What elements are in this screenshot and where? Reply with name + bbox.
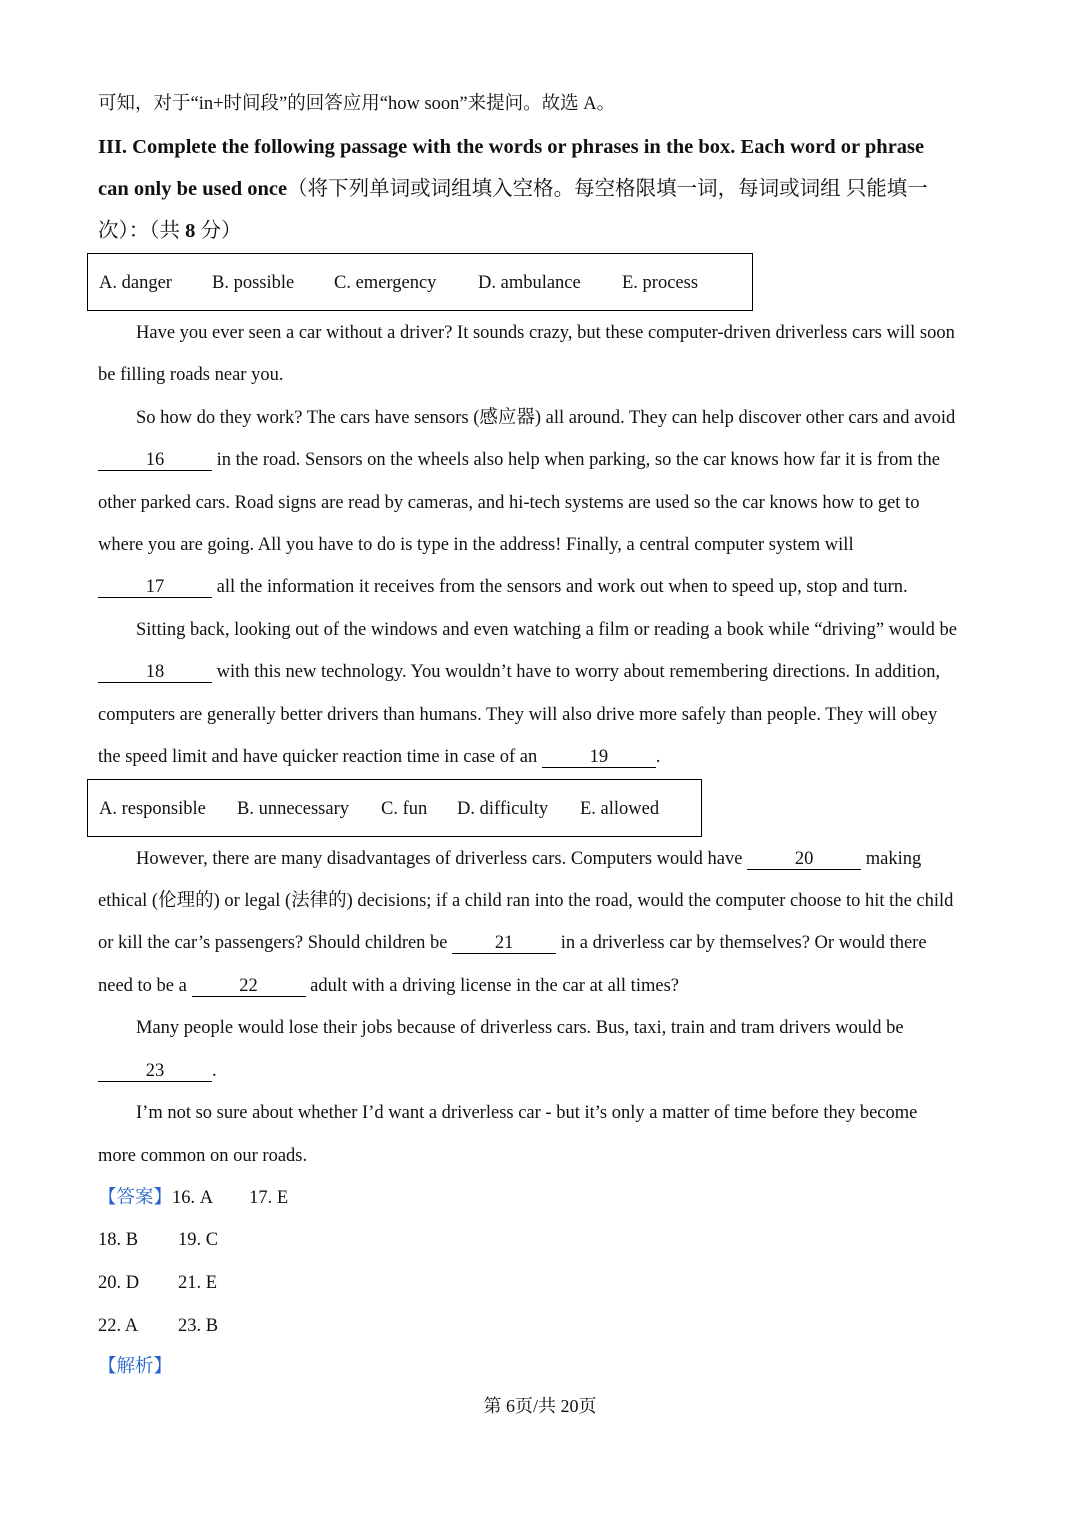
paragraph-2-line-3: other parked cars. Road signs are read by cameras, and hi-tech systems are used so the car knows how to get to xyxy=(98,493,920,513)
option-c: C. emergency xyxy=(334,273,437,293)
intro-line: 可知，对于“in+时间段”的回答应用“how soon”来提问。故选 A。 xyxy=(98,94,616,114)
paragraph-3-line-2: 18 with this new technology. You wouldn’t have to worry about remembering directions. In addition, xyxy=(98,660,940,684)
paragraph-3-line-1: Sitting back, looking out of the windows and even watching a film or reading a book while “driving” would be xyxy=(136,620,958,640)
option-d: D. ambulance xyxy=(478,273,581,293)
paragraph-2-line-5: 17 all the information it receives from the sensors and work out when to speed up, stop and turn. xyxy=(98,575,908,599)
word-box-1 xyxy=(87,253,753,311)
option-c: C. fun xyxy=(381,799,428,819)
paragraph-6-line-1: I’m not so sure about whether I’d want a driverless car - but it’s only a matter of time before they become xyxy=(136,1103,918,1123)
answer-label: 【答案】 xyxy=(98,1188,173,1208)
paragraph-5-line-1: Many people would lose their jobs because of driverless cars. Bus, taxi, train and tram drivers would be xyxy=(136,1018,904,1038)
option-b: B. possible xyxy=(212,273,295,293)
paragraph-4-line-3: or kill the car’s passengers? Should children be 21 in a driverless car by themselves? Or would there xyxy=(98,933,927,953)
blank-19: 19 xyxy=(542,747,656,768)
section-title-line-3: 次）：（共 8 分） xyxy=(98,220,242,242)
score: 8 xyxy=(185,220,196,242)
paragraph-6-line-2: more common on our roads. xyxy=(98,1146,308,1166)
paragraph-3-line-4: the speed limit and have quicker reaction time in case of an 19 . xyxy=(98,747,661,767)
paragraph-2-line-2: 16 in the road. Sensors on the wheels also help when parking, so the car knows how far it is from the xyxy=(98,448,940,472)
section-title-line-2 xyxy=(98,177,928,201)
blank-17: 17 xyxy=(98,577,212,598)
blank-18: 18 xyxy=(98,662,212,683)
option-d: D. difficulty xyxy=(457,799,549,819)
blank-21: 21 xyxy=(452,933,556,954)
answer-row-2: 18. B 19. C xyxy=(98,1230,219,1250)
section-title-instruction: can only be used once xyxy=(98,178,288,200)
blank-22: 22 xyxy=(192,976,306,997)
option-a: A. responsible xyxy=(99,799,206,819)
blank-16: 16 xyxy=(98,450,212,471)
option-a: A. danger xyxy=(99,273,172,293)
paragraph-5-line-2: 23 . xyxy=(98,1059,217,1083)
paragraph-2-line-1: So how do they work? The cars have sensors (感应器) all around. They can help discover other cars and avoid xyxy=(136,408,956,428)
paragraph-2-line-4: where you are going. All you have to do is type in the address! Finally, a central computer system will xyxy=(98,535,854,555)
answer-row-3: 20. D 21. E xyxy=(98,1273,218,1293)
word-box-2 xyxy=(87,779,702,837)
paragraph-1-line-2: be filling roads near you. xyxy=(98,365,284,385)
analysis-label: 【解析】 xyxy=(98,1357,173,1377)
paragraph-1-line-1: Have you ever seen a car without a driver? It sounds crazy, but these computer-driven driverless cars will soon xyxy=(136,323,955,343)
paragraph-3-line-3: computers are generally better drivers than humans. They will also drive more safely than people. They will obey xyxy=(98,705,938,725)
option-b: B. unnecessary xyxy=(237,799,349,819)
option-e: E. allowed xyxy=(580,799,660,819)
paragraph-4-line-1: However, there are many disadvantages of driverless cars. Computers would have 20 making xyxy=(136,849,922,869)
option-e: E. process xyxy=(622,273,699,293)
paragraph-4-line-4: need to be a 22 adult with a driving license in the car at all times? xyxy=(98,976,679,996)
answer-row-1: 【答案】16. A 17. E xyxy=(98,1188,289,1208)
page-number: 第 6页/共 20页 xyxy=(483,1396,597,1416)
section-title-cn: （将下列单词或词组填入空格。每空格限填一词，每词或词组 只能填一 xyxy=(287,178,928,200)
blank-23: 23 xyxy=(98,1061,212,1082)
section-title-line-1: III. Complete the following passage with the words or phrases in the box. Each word or phrase xyxy=(98,136,925,158)
answer-row-4: 22. A 23. B xyxy=(98,1316,219,1336)
blank-20: 20 xyxy=(747,849,861,870)
paragraph-4-line-2: ethical (伦理的) or legal (法律的) decisions; if a child ran into the road, would the computer choose to hit the child xyxy=(98,891,954,911)
